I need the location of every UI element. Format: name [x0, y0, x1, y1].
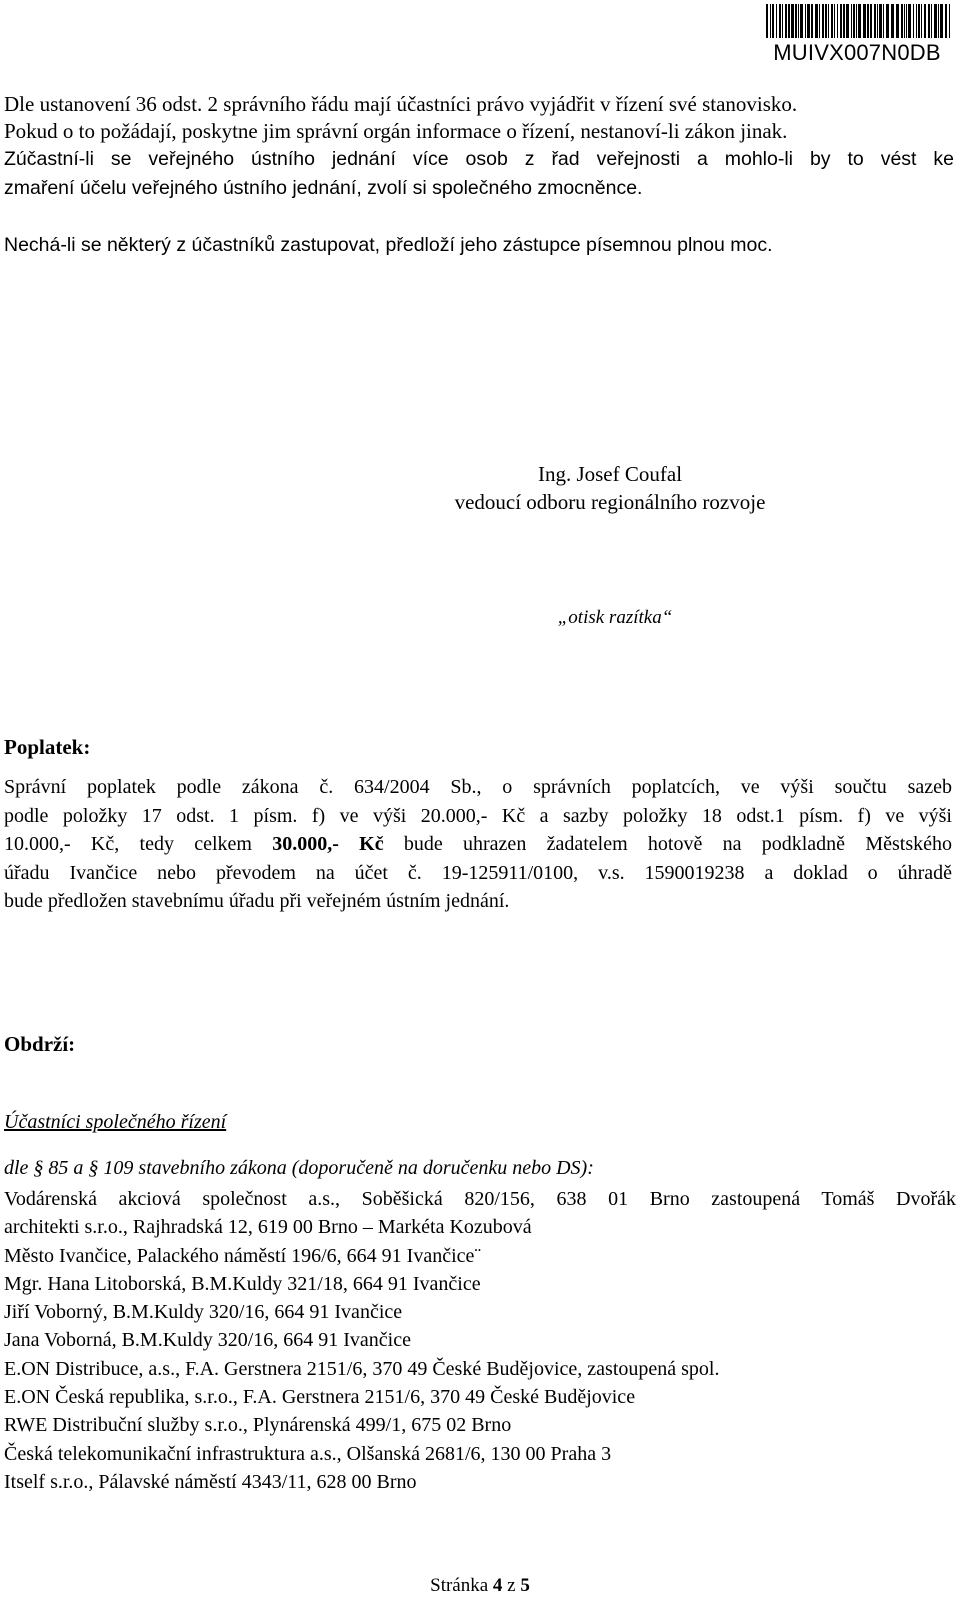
barcode-code: MUIVX007N0DB [773, 40, 941, 65]
barcode-bar [798, 4, 799, 38]
barcode-bar [916, 4, 917, 38]
barcode-bar [949, 4, 950, 38]
barcode-bar [807, 4, 810, 38]
barcode-bar [918, 4, 920, 38]
intro-line-1: Dle ustanovení 36 odst. 2 správního řádu mají účastníci právo vyjádřit v řízení své stanovisko. [4, 92, 798, 116]
barcode-bar [863, 4, 866, 38]
fee-line-2: podle položky 17 odst. 1 písm. f) ve výši 20.000,- Kč a sazby položky 18 odst.1 písm. f) ve výši [4, 804, 952, 827]
barcode-bar [772, 4, 774, 38]
stamp-placeholder: „otisk razítka“ [557, 607, 673, 628]
barcode-bar [837, 4, 838, 38]
page-footer: Stránka 4 z 5 [430, 1575, 530, 1596]
barcode-bar [886, 4, 889, 38]
barcode-bar [879, 4, 882, 38]
recipients-subheading: Účastníci společného řízení [4, 1111, 227, 1133]
barcode-bar [934, 4, 937, 38]
recipient-item: Mgr. Hana Litoborská, B.M.Kuldy 321/18, 664 91 Ivančice [4, 1272, 481, 1295]
intro-line-5: Nechá-li se některý z účastníků zastupovat, předloží jeho zástupce písemnou plnou moc. [4, 234, 773, 256]
recipient-item: Město Ivančice, Palackého náměstí 196/6, 664 91 Ivančice¨ [4, 1244, 482, 1267]
barcode-bar [788, 4, 790, 38]
barcode-bar [766, 4, 768, 38]
fee-heading: Poplatek: [4, 735, 91, 759]
barcode-bar [791, 4, 794, 38]
signatory-role: vedoucí odboru regionálního rozvoje [454, 490, 766, 514]
recipients-law-line: dle § 85 a § 109 stavebního zákona (doporučeně na doručenku nebo DS): [4, 1157, 594, 1179]
barcode-bar [815, 4, 818, 38]
barcode-bar [891, 4, 894, 38]
barcode-bar [770, 4, 771, 38]
recipient-item: Itself s.r.o., Pálavské náměstí 4343/11, 628 00 Brno [4, 1470, 417, 1493]
barcode-bar [846, 4, 849, 38]
signatory-name: Ing. Josef Coufal [537, 462, 683, 486]
barcode-bar [901, 4, 903, 38]
recipient-item: Česká telekomunikační infrastruktura a.s., Olšanská 2681/6, 130 00 Praha 3 [4, 1442, 612, 1465]
barcode-bar [840, 4, 842, 38]
recipient-item: RWE Distribuční služby s.r.o., Plynárenská 499/1, 675 02 Brno [4, 1414, 512, 1437]
barcode-bar [931, 4, 932, 38]
barcode-bar [843, 4, 845, 38]
barcode-bar [874, 4, 876, 38]
barcode-bar [928, 4, 930, 38]
barcode-bar [870, 4, 872, 38]
barcode-bar [795, 4, 797, 38]
intro-line-4: zmaření účelu veřejného ústního jednání, zvolí si společného zmocněnce. [4, 177, 643, 199]
barcode-bar [856, 4, 857, 38]
barcode-bar [921, 4, 922, 38]
barcode-bar [825, 4, 827, 38]
total-pages: 5 [520, 1575, 530, 1596]
barcode-bar [906, 4, 907, 38]
barcode-bar [834, 4, 835, 38]
barcode-bar [785, 4, 787, 38]
recipients-heading: Obdrží: [4, 1032, 76, 1056]
recipient-item: architekti s.r.o., Rajhradská 12, 619 00 Brno – Markéta Kozubová [4, 1216, 532, 1239]
current-page: 4 [492, 1575, 503, 1596]
barcode-bar [904, 4, 905, 38]
barcode-bar [800, 4, 803, 38]
recipient-item: E.ON Distribuce, a.s., F.A. Gerstnera 2151/6, 370 49 České Budějovice, zastoupená spol. [4, 1357, 720, 1380]
barcode-bar [779, 4, 781, 38]
barcode-bar [908, 4, 911, 38]
barcode-bar [805, 4, 806, 38]
fee-line-3: 10.000,- Kč, tedy celkem 30.000,- Kč bude uhrazen žadatelem hotově na podkladně Městského [4, 833, 952, 855]
barcode-bar [831, 4, 833, 38]
barcode-bar [938, 4, 939, 38]
fee-text [4, 773, 952, 916]
barcode-bar [782, 4, 783, 38]
fee-line-4: úřadu Ivančice nebo převodem na účet č. 19-125911/0100, v.s. 1590019238 a doklad o úhradě [4, 861, 952, 884]
recipient-item: E.ON Česká republika, s.r.o., F.A. Gerstnera 2151/6, 370 49 České Budějovice [4, 1386, 636, 1409]
barcode-bar [819, 4, 820, 38]
recipients-list [4, 1185, 956, 1496]
fee-line-5: bude předložen stavebnímu úřadu při veřejném ústním jednání. [4, 890, 510, 912]
barcode-bar [828, 4, 829, 38]
barcode-bar [822, 4, 824, 38]
barcode-bar [940, 4, 943, 38]
intro-line-3: Zúčastní-li se veřejného ústního jednání více osob z řad veřejnosti a mohlo-li by to vést ke [4, 148, 954, 170]
barcode-bar [896, 4, 899, 38]
barcode-bar [924, 4, 926, 38]
barcode-bar [877, 4, 878, 38]
barcode-bar [867, 4, 869, 38]
barcode-image [766, 4, 952, 38]
fee-line-1: Správní poplatek podle zákona č. 634/2004 Sb., o správních poplatcích, ve výši součtu sazeb [4, 776, 952, 798]
fee-total: 30.000,- Kč [272, 833, 384, 855]
barcode-bar [913, 4, 914, 38]
barcode-bar [851, 4, 852, 38]
barcode-bar [853, 4, 855, 38]
barcode-bar [883, 4, 884, 38]
barcode-bar [945, 4, 947, 38]
barcode-bar [776, 4, 777, 38]
recipient-item: Jiří Voborný, B.M.Kuldy 320/16, 664 91 Ivančice [4, 1301, 403, 1324]
barcode-bar [811, 4, 813, 38]
intro-line-2: Pokud o to požádají, poskytne jim správní orgán informace o řízení, nestanoví-li zákon jinak. [4, 119, 788, 143]
recipient-item: Jana Voborná, B.M.Kuldy 320/16, 664 91 Ivančice [4, 1329, 411, 1352]
barcode-bar [858, 4, 861, 38]
recipient-item: Vodárenská akciová společnost a.s., Soběšická 820/156, 638 01 Brno zastoupená Tomáš Dvořák [4, 1188, 956, 1210]
